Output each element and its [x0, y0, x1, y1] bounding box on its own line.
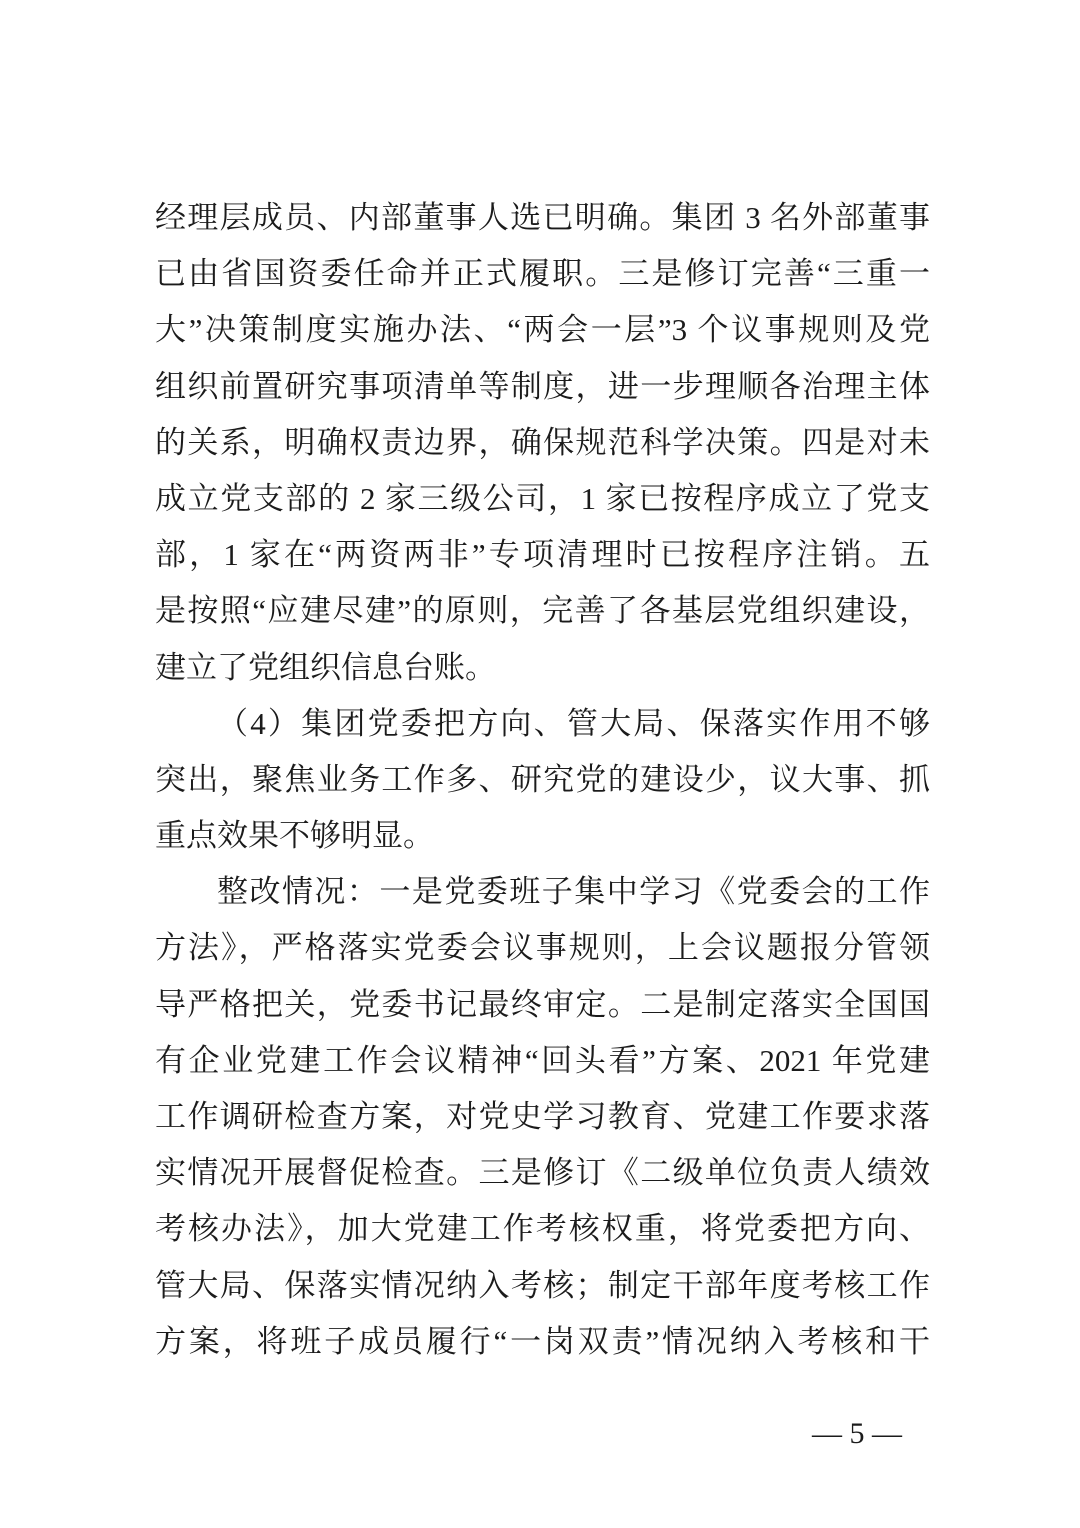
text-line: 有企业党建工作会议精神“回头看”方案、2021 年党建 [155, 1042, 930, 1078]
text-line: 大”决策制度实施办法、“两会一层”3 个议事规则及党 [155, 312, 930, 348]
document-body [155, 190, 930, 1370]
text-line: 的关系，明确权责边界，确保规范科学决策。四是对未 [155, 424, 930, 460]
text-line: 经理层成员、内部董事人选已明确。集团 3 名外部董事 [155, 200, 930, 235]
text-line: 是按照“应建尽建”的原则，完善了各基层党组织建设， [155, 593, 930, 629]
text-line: 考核办法》，加大党建工作考核权重，将党委把方向、 [155, 1211, 930, 1247]
text-line: （4）集团党委把方向、管大局、保落实作用不够 [217, 705, 930, 741]
text-line: 部，1 家在“两资两非”专项清理时已按程序注销。五 [155, 537, 930, 573]
text-line: 突出，聚焦业务工作多、研究党的建设少，议大事、抓 [155, 761, 930, 797]
text-line: 方案，将班子成员履行“一岗双责”情况纳入考核和干 [155, 1323, 930, 1359]
page-number: — 5 — [812, 1417, 902, 1450]
text-line: 建立了党组织信息台账。 [155, 649, 496, 685]
text-line: 组织前置研究事项清单等制度，进一步理顺各治理主体 [155, 368, 930, 404]
text-line: 重点效果不够明显。 [155, 818, 434, 854]
text-line: 方法》，严格落实党委会议事规则，上会议题报分管领 [155, 930, 930, 966]
text-line: 实情况开展督促检查。三是修订《二级单位负责人绩效 [155, 1155, 930, 1191]
text-line: 成立党支部的 2 家三级公司，1 家已按程序成立了党支 [155, 480, 930, 516]
text-line: 整改情况：一是党委班子集中学习《党委会的工作 [217, 874, 930, 910]
text-line: 已由省国资委任命并正式履职。三是修订完善“三重一 [155, 256, 930, 292]
text-line: 导严格把关，党委书记最终审定。二是制定落实全国国 [155, 986, 930, 1022]
text-line: 管大局、保落实情况纳入考核；制定干部年度考核工作 [155, 1267, 930, 1303]
text-line: 工作调研检查方案，对党史学习教育、党建工作要求落 [155, 1099, 930, 1134]
